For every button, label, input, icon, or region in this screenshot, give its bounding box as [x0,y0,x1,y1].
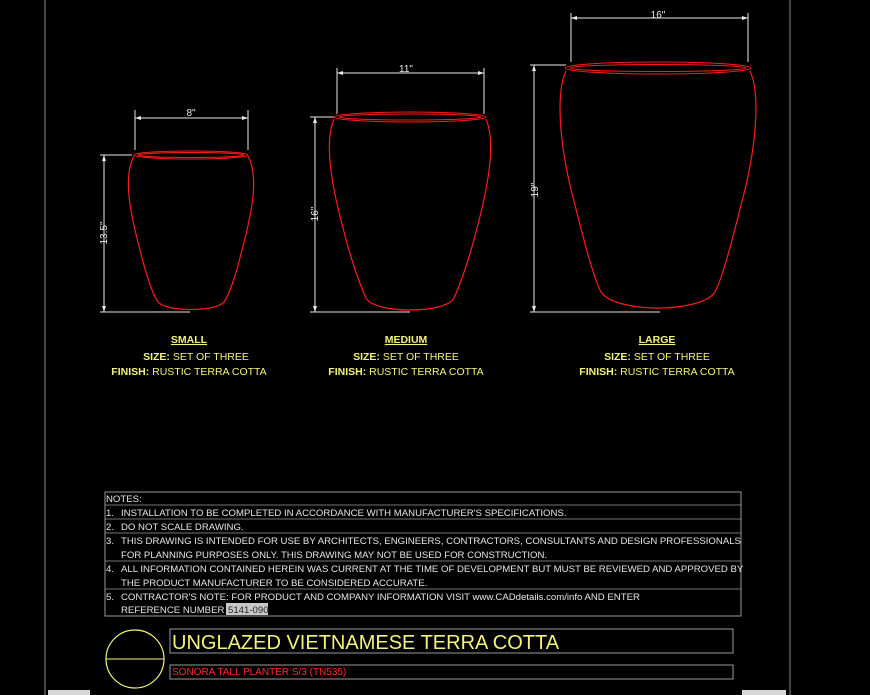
medium-size-label: SIZE: [353,351,380,363]
note-line: THE PRODUCT MANUFACTURER TO BE CONSIDERED ACCURATE. [121,578,428,589]
large-rim-outer [565,62,751,74]
small-body-outline [128,156,253,310]
small-name: SMALL [170,334,208,346]
small-height-label: 13.5" [99,221,110,245]
bottom-scroll-tab-left [48,690,90,695]
note-number: 4. [106,564,115,575]
planter-small [99,108,254,312]
notes-header: NOTES: [106,494,142,505]
caption-small [111,334,266,378]
large-size-value: SET OF THREE [630,351,710,363]
large-rim-inner [570,65,746,72]
small-size-line [143,351,249,363]
small-finish-value: RUSTIC TERRA COTTA [149,366,267,378]
medium-finish-value: RUSTIC TERRA COTTA [366,366,484,378]
small-size-label: SIZE: [143,351,170,363]
planter-large [530,10,756,312]
drawing-title: UNGLAZED VIETNAMESE TERRA COTTA [172,632,560,654]
small-rim-inner [138,153,244,158]
notes-table [105,492,744,616]
small-size-value: SET OF THREE [169,351,249,363]
title-block [106,629,733,688]
small-finish-label: FINISH: [111,366,150,378]
caption-large [579,334,734,378]
note-number: 5. [106,592,115,603]
note-line: DO NOT SCALE DRAWING. [121,522,244,533]
caption-medium [328,334,483,378]
planter-medium [310,64,491,312]
medium-size-value: SET OF THREE [379,351,459,363]
large-height-label: 19" [530,182,541,198]
medium-rim-inner [339,114,481,120]
medium-finish-line [328,366,483,378]
note-line: ALL INFORMATION CONTAINED HEREIN WAS CURRENT AT THE TIME OF DEVELOPMENT BUT MUST BE REVIEWED AND APPROVED BY [121,564,744,575]
note-number: 3. [106,536,115,547]
drawing-subtitle: SONORA TALL PLANTER S/3 (TN535) [172,667,347,678]
medium-width-label: 11" [399,64,413,75]
small-finish-line [111,366,266,378]
note-line: INSTALLATION TO BE COMPLETED IN ACCORDANCE WITH MANUFACTURER'S SPECIFICATIONS. [121,508,567,519]
large-size-label: SIZE: [604,351,631,363]
medium-name: MEDIUM [384,334,428,346]
medium-finish-label: FINISH: [328,366,367,378]
note-line: THIS DRAWING IS INTENDED FOR USE BY ARCHITECTS, ENGINEERS, CONTRACTORS, CONSULTANTS AND DESIGN PROFESSIONALS [121,536,741,547]
reference-label: REFERENCE NUMBER [121,605,225,616]
large-body-outline [560,71,756,308]
large-finish-label: FINISH: [579,366,618,378]
reference-number: 5141-090 [228,605,269,616]
large-width-label: 16" [650,10,666,21]
note-number: 2. [106,522,115,533]
medium-height-label: 16" [310,206,321,222]
large-size-line [604,351,710,363]
small-width-label: 8" [186,108,196,119]
large-finish-value: RUSTIC TERRA COTTA [617,366,735,378]
medium-size-line [353,351,459,363]
large-finish-line [579,366,734,378]
bottom-scroll-tab-right [742,690,786,695]
note-number: 1. [106,508,115,519]
note-line: CONTRACTOR'S NOTE: FOR PRODUCT AND COMPANY INFORMATION VISIT www.CADdetails.com/info AND ENTER [121,592,640,603]
large-name: LARGE [638,334,676,346]
medium-body-outline [329,119,490,310]
note-line: FOR PLANNING PURPOSES ONLY. THIS DRAWING MAY NOT BE USED FOR CONSTRUCTION. [121,550,548,561]
